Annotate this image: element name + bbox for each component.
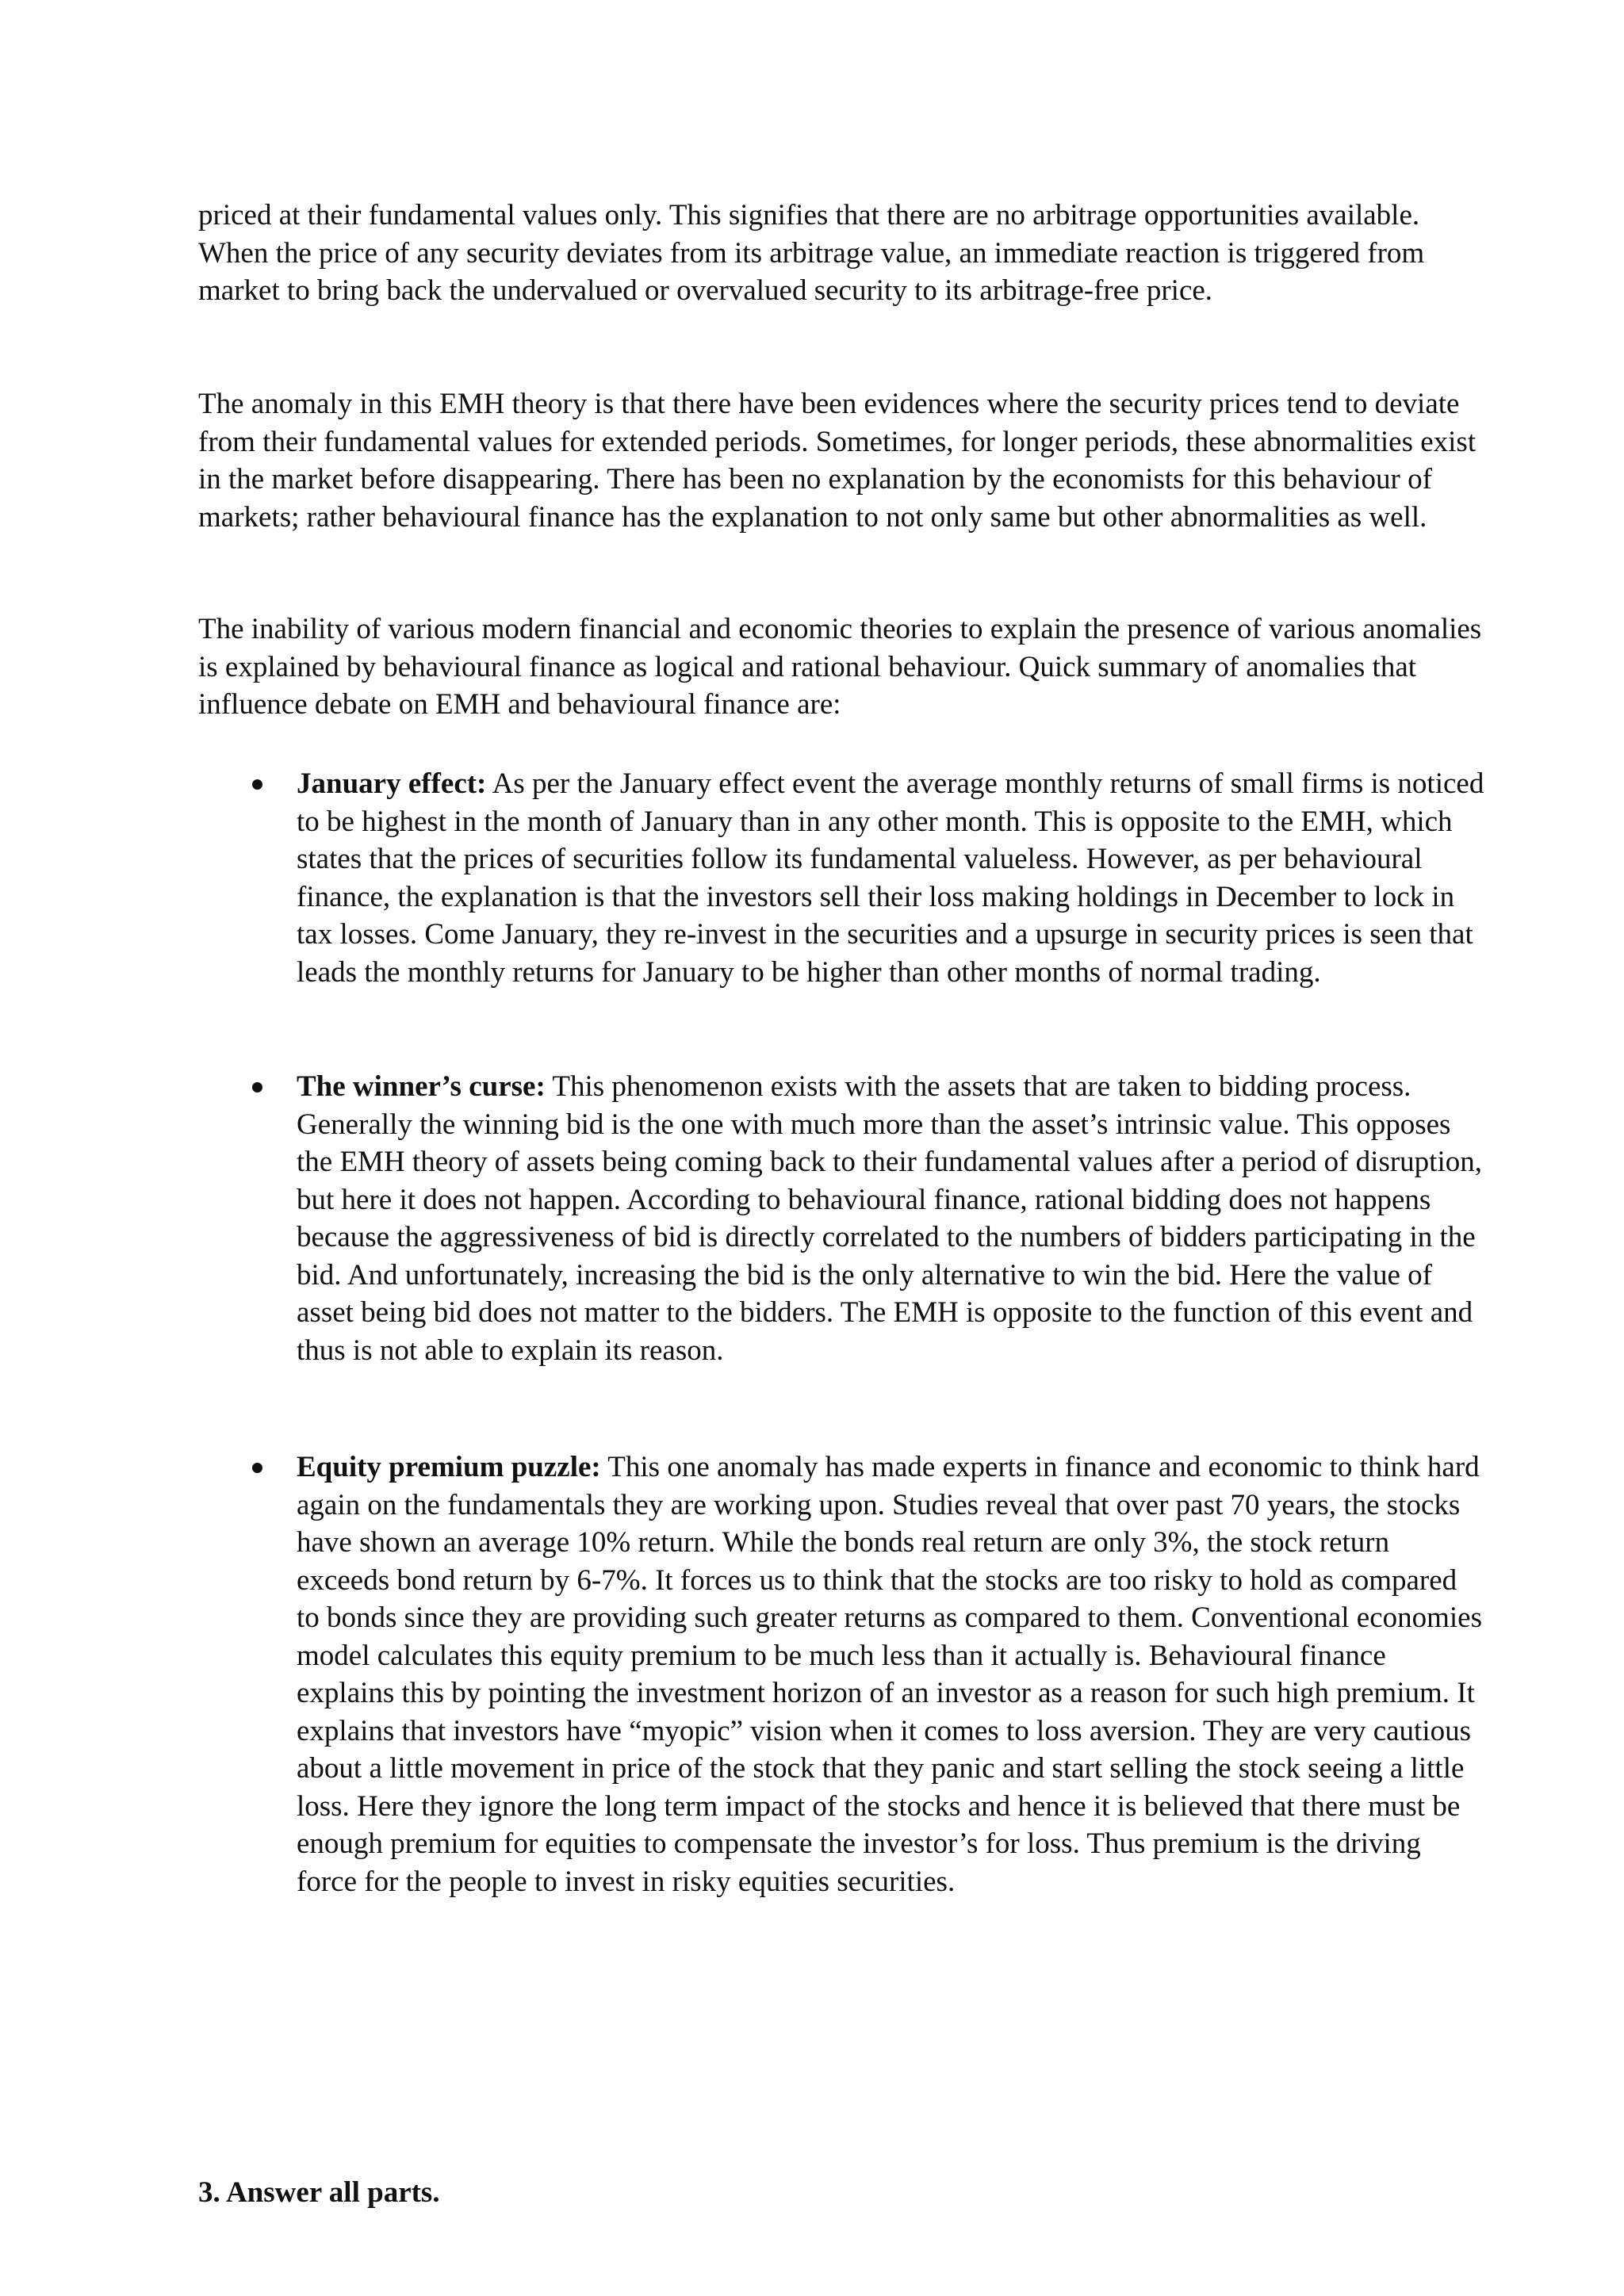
list-item-term: Equity premium puzzle: [297,1451,601,1483]
list-item-text [297,1068,1486,1369]
paragraph-arbitrage: priced at their fundamental values only. This signifies that there are no arbitrage opportunities available. When the price of any security deviates from its arbitrage value, an immediate reaction is triggered from market to bring back the undervalued or overvalued security to its arbitrage-free price. [198,199,1425,307]
section-heading: 3. Answer all parts. [198,2176,440,2209]
bullet-icon [252,1082,262,1093]
list-item-body: This phenomenon exists with the assets that are taken to bidding process. Generally the winning bid is the one with much more than the asset’s intrinsic value. This opposes the EMH theory of assets being coming back to their fundamental values after a period of disruption, but here it does not happen. According to behavioural finance, rational bidding does not happens because the aggressiveness of bid is directly correlated to the numbers of bidders participating in the bid. And unfortunately, increasing the bid is the only alternative to win the bid. Here the value of asset being bid does not matter to the bidders. The EMH is opposite to the function of this event and thus is not able to explain its reason. [297,1070,1482,1367]
list-item-text [297,765,1486,991]
paragraph-anomalies-intro: The inability of various modern financial and economic theories to explain the presence of various anomalies is explained by behavioural finance as logical and rational behaviour. Quick summary of anomalies that influence debate on EMH and behavioural finance are: [198,613,1482,721]
list-item-text [297,1448,1486,1900]
list-item-term: January effect: [297,767,487,800]
bullet-icon [252,1463,262,1473]
paragraph-emh-anomaly: The anomaly in this EMH theory is that there have been evidences where the security prices tend to deviate from their fundamental values for extended periods. Sometimes, for longer periods, these abnormalities exist in the market before disappearing. There has been no explanation by the economists for this behaviour of markets; rather behavioural finance has the explanation to not only same but other abnormalities as well. [198,388,1477,534]
list-item-body: As per the January effect event the average monthly returns of small firms is noticed to be highest in the month of January than in any other month. This is opposite to the EMH, which states that the prices of securities follow its fundamental valueless. However, as per behavioural finance, the explanation is that the investors sell their loss making holdings in December to lock in tax losses. Come January, they re-invest in the securities and a upsurge in security prices is seen that leads the monthly returns for January to be higher than other months of normal trading. [297,767,1484,989]
list-item-body: This one anomaly has made experts in finance and economic to think hard again on the fundamentals they are working upon. Studies reveal that over past 70 years, the stocks have shown an average 10% return. While the bonds real return are only 3%, the stock return exceeds bond return by 6-7%. It forces us to think that the stocks are too risky to hold as compared to bonds since they are providing such greater returns as compared to them. Conventional economies model calculates this equity premium to be much less than it actually is. Behavioural finance explains this by pointing the investment horizon of an investor as a reason for such high premium. It explains that investors have “myopic” vision when it comes to loss aversion. They are very cautious about a little movement in price of the stock that they panic and start selling the stock seeing a little loss. Here they ignore the long term impact of the stocks and hence it is believed that there must be enough premium for equities to compensate the investor’s for loss. Thus premium is the driving force for the people to invest in risky equities securities. [297,1451,1482,1898]
list-item-term: The winner’s curse: [297,1070,546,1103]
bullet-icon [252,779,262,790]
